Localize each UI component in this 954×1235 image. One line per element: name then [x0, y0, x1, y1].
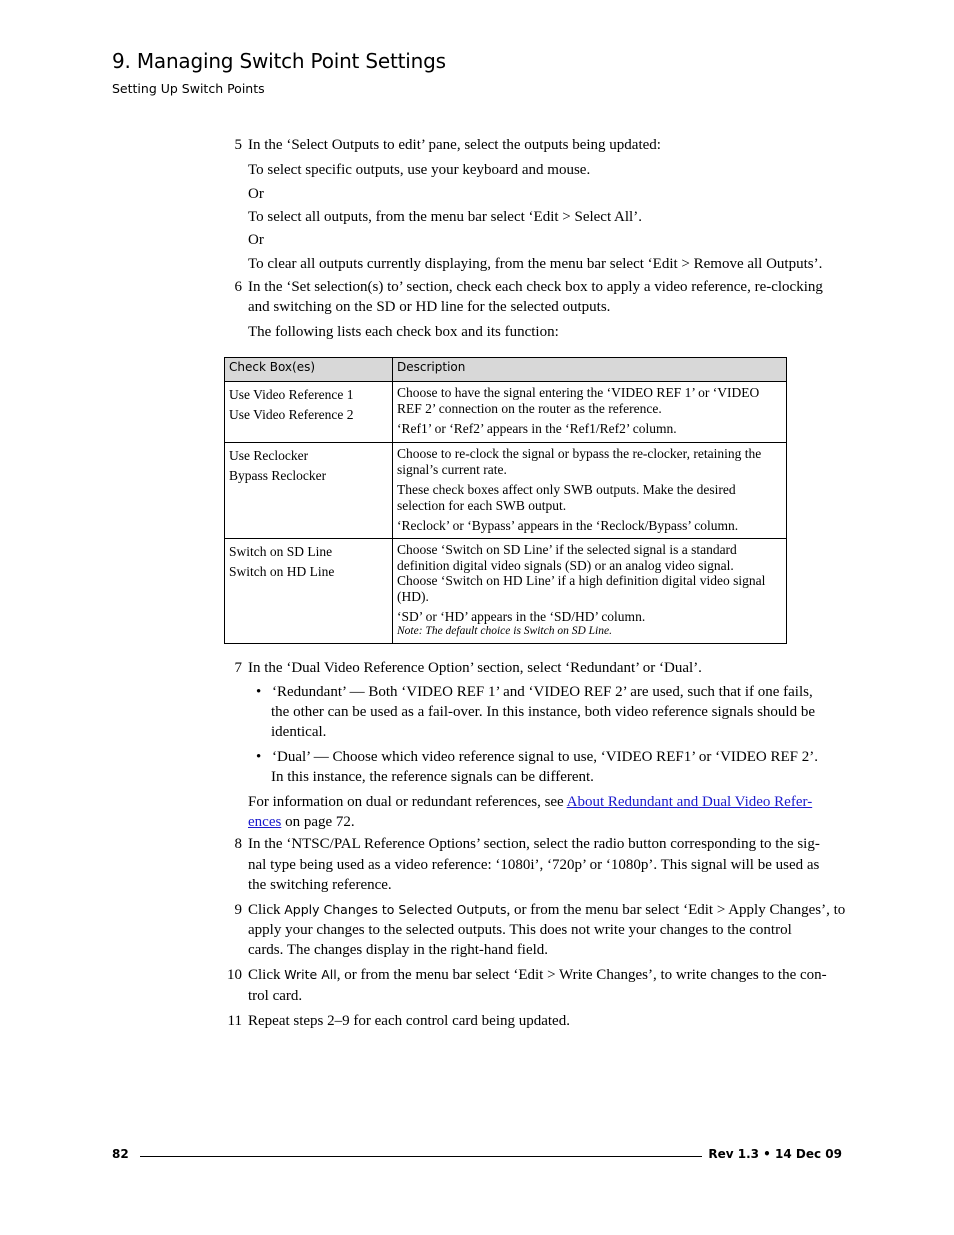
table-row	[225, 443, 787, 539]
step-number: 10	[227, 967, 242, 983]
description-line: Choose ‘Switch on SD Line’ if the selected signal is a standard	[397, 542, 737, 557]
check-box-table	[224, 357, 787, 644]
check-box-name: Use Video Reference 2	[229, 407, 354, 422]
description-line: selection for each SWB output.	[397, 497, 567, 513]
bullet-icon: •	[256, 684, 262, 700]
description-line: (HD).	[397, 588, 429, 604]
step-text: trol card.	[248, 988, 303, 1004]
step-number: 5	[234, 137, 242, 153]
step-number: 11	[227, 1013, 242, 1029]
step-text: In the ‘Dual Video Reference Option’ section, select ‘Redundant’ or ‘Dual’.	[248, 660, 702, 676]
cross-reference-link[interactable]: ences	[248, 814, 282, 830]
info-text: on page 72.	[281, 814, 355, 830]
step-text-part: , or from the menu bar select ‘Edit > Write Changes’, to write changes to the con-	[336, 967, 827, 983]
bullet-icon: •	[256, 749, 262, 765]
ui-button-name: Apply Changes to Selected Outputs	[284, 902, 507, 917]
bullet-text: the other can be used as a fail-over. In this instance, both video reference signals should be	[271, 704, 815, 720]
description-line: ‘SD’ or ‘HD’ appears in the ‘SD/HD’ column.	[397, 609, 646, 624]
bullet-text: In this instance, the reference signals can be different.	[271, 769, 594, 785]
info-paragraph	[248, 812, 355, 832]
table-row	[225, 382, 787, 443]
step-text-part: Click	[248, 967, 285, 983]
bullet-text: ‘Redundant’ — Both ‘VIDEO REF 1’ and ‘VIDEO REF 2’ are used, such that if one fails,	[272, 684, 813, 700]
description-line: ‘Ref1’ or ‘Ref2’ appears in the ‘Ref1/Ref2’ column.	[397, 421, 677, 436]
description-line: definition digital video signals (SD) or an analog video signal.	[397, 557, 734, 573]
table-header: Description	[393, 358, 787, 382]
step-text	[248, 900, 845, 920]
step-text: The following lists each check box and its function:	[248, 324, 559, 340]
section-title: Setting Up Switch Points	[112, 81, 265, 96]
step-number: 8	[234, 836, 242, 852]
step-text-part: , or from the menu bar select ‘Edit > Apply Changes’, to	[506, 902, 846, 918]
check-box-cell	[225, 382, 393, 443]
description-line: Choose to have the signal entering the ‘VIDEO REF 1’ or ‘VIDEO	[397, 385, 760, 400]
description-cell	[393, 539, 787, 644]
step-number: 9	[234, 902, 242, 918]
check-box-name: Switch on HD Line	[229, 564, 335, 579]
ui-button-name: Write All	[284, 967, 337, 982]
cross-reference-link[interactable]: About Redundant and Dual Video Refer-	[566, 794, 813, 810]
description-cell	[393, 382, 787, 443]
step-number: 7	[234, 660, 242, 676]
bullet-text: identical.	[271, 724, 327, 740]
description-cell	[393, 443, 787, 539]
step-text: To select all outputs, from the menu bar select ‘Edit > Select All’.	[248, 209, 642, 225]
description-line: Choose to re-clock the signal or bypass the re-clocker, retaining the	[397, 446, 762, 461]
step-text: Or	[248, 186, 264, 202]
description-line: REF 2’ connection on the router as the reference.	[397, 400, 662, 416]
step-text: To select specific outputs, use your keyboard and mouse.	[248, 162, 591, 178]
check-box-name: Bypass Reclocker	[229, 468, 327, 483]
chapter-title: 9. Managing Switch Point Settings	[112, 49, 446, 73]
info-paragraph	[248, 792, 812, 812]
step-text: Repeat steps 2–9 for each control card being updated.	[248, 1013, 570, 1029]
check-box-name: Switch on SD Line	[229, 544, 333, 559]
check-box-cell	[225, 443, 393, 539]
check-box-name: Use Video Reference 1	[229, 387, 354, 402]
step-number: 6	[234, 279, 242, 295]
step-text-part: Click	[248, 902, 285, 918]
description-line: These check boxes affect only SWB outputs. Make the desired	[397, 482, 736, 497]
step-text: In the ‘Select Outputs to edit’ pane, select the outputs being updated:	[248, 137, 661, 153]
step-text: Or	[248, 232, 264, 248]
table-header-row	[225, 358, 787, 382]
check-box-cell	[225, 539, 393, 644]
step-text: To clear all outputs currently displaying, from the menu bar select ‘Edit > Remove all Outputs’.	[248, 256, 823, 272]
step-text: the switching reference.	[248, 877, 392, 893]
description-line: ‘Reclock’ or ‘Bypass’ appears in the ‘Reclock/Bypass’ column.	[397, 518, 739, 533]
step-text: nal type being used as a video reference: ‘1080i’, ‘720p’ or ‘1080p’. This signal will be used as	[248, 857, 820, 873]
description-line: signal’s current rate.	[397, 461, 507, 477]
footer-rule	[140, 1156, 702, 1157]
step-text: and switching on the SD or HD line for the selected outputs.	[248, 299, 611, 315]
table-note: Note: The default choice is Switch on SD Line.	[397, 624, 612, 637]
step-text: cards. The changes display in the right-hand field.	[248, 942, 549, 958]
table-header: Check Box(es)	[225, 358, 393, 382]
description-line: Choose ‘Switch on HD Line’ if a high definition digital video signal	[397, 573, 766, 588]
step-text: apply your changes to the selected outputs. This does not write your changes to the control	[248, 922, 792, 938]
revision-label: Rev 1.3 • 14 Dec 09	[708, 1147, 842, 1161]
page-number: 82	[112, 1147, 129, 1161]
bullet-text: ‘Dual’ — Choose which video reference signal to use, ‘VIDEO REF1’ or ‘VIDEO REF 2’.	[272, 749, 818, 765]
info-text: For information on dual or redundant references, see	[248, 794, 567, 810]
step-text: In the ‘Set selection(s) to’ section, check each check box to apply a video reference, re-clocking	[248, 279, 823, 295]
step-text	[248, 965, 827, 985]
step-text: In the ‘NTSC/PAL Reference Options’ section, select the radio button corresponding to the sig-	[248, 836, 820, 852]
table-row	[225, 539, 787, 644]
check-box-name: Use Reclocker	[229, 448, 309, 463]
